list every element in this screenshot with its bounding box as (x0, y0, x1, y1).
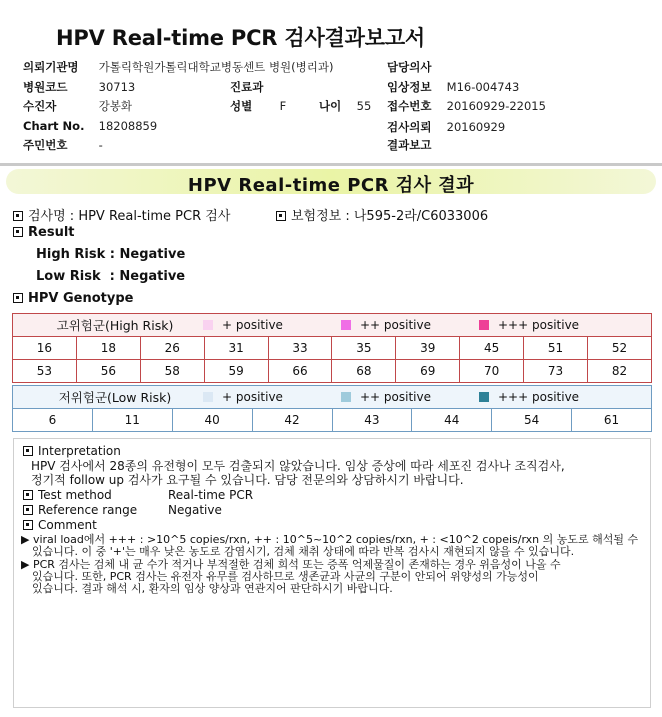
genotype-cell: 61 (572, 409, 652, 432)
genotype-cell: 51 (524, 337, 588, 360)
legend-plus2: ++ positive (360, 318, 431, 332)
comment-line-3: ▶ PCR 검사는 검체 내 균 수가 적거나 부적절한 검체 희석 또는 증폭 억제물질이 존재하는 경우 위음성이 나올 수 (21, 558, 561, 571)
chart-label: Chart No. (23, 119, 85, 133)
hospital-value: 가톨릭학원가톨릭대학교병동센트 병원(병리과) (98, 60, 334, 74)
sex-field (230, 98, 286, 114)
clinical-info-value: M16-004743 (446, 80, 520, 94)
genotype-cell: 44 (412, 409, 492, 432)
test-name: 검사명 : HPV Real-time PCR 검사 (28, 209, 231, 224)
sex-label: 성별 (230, 99, 253, 113)
insurance-info: 보험정보 : 나595-2라/C6033006 (291, 209, 489, 224)
low-risk-header: 저위험군(Low Risk) (58, 390, 172, 405)
interpretation-heading: Interpretation (38, 444, 121, 458)
reference-row (23, 503, 222, 517)
test-method-row (23, 488, 253, 502)
result-title: HPV Real-time PCR 검사 결과 (187, 175, 475, 196)
comment-line-4: 있습니다. 또한, PCR 검사는 유전자 유무를 검사하므로 생존균과 사균의 구분이 안되어 위양성의 가능성이 (32, 570, 539, 583)
bullet-square-icon (23, 446, 33, 456)
report-label: 결과보고 (387, 138, 432, 152)
reference-value: Negative (168, 503, 222, 517)
legend-plus3: +++ positive (498, 390, 580, 404)
genotype-cell: 58 (140, 360, 204, 383)
genotype-cell: 45 (460, 337, 524, 360)
genotype-cell: 59 (204, 360, 268, 383)
clinical-info-field (387, 79, 519, 95)
genotype-cell: 73 (524, 360, 588, 383)
hospital-code-label: 병원코드 (23, 80, 68, 94)
request-field (387, 119, 505, 135)
bullet-square-icon (276, 211, 286, 221)
plus-swatch-icon (203, 392, 213, 402)
genotype-cell: 11 (92, 409, 172, 432)
result-heading: Result (28, 225, 75, 240)
genotype-heading: HPV Genotype (28, 291, 134, 306)
request-value: 20160929 (446, 120, 506, 134)
high-risk-legend-row (13, 314, 652, 337)
legend-plus: + positive (222, 318, 283, 332)
sex-value: F (279, 99, 287, 113)
plus2-swatch-icon (341, 320, 351, 330)
comment-line-5: 있습니다. 결과 해석 시, 환자의 임상 양상과 연관지어 판단하시기 바랍니다. (32, 582, 393, 595)
genotype-cell: 39 (396, 337, 460, 360)
test-method-label: Test method (38, 488, 112, 502)
hospital-field (23, 59, 333, 75)
interpretation-line-2: 정기적 follow up 검사가 요구될 수 있습니다. 담당 전문의와 상담하시기 바랍니다. (31, 473, 464, 487)
bullet-square-icon (13, 293, 23, 303)
genotype-cell: 82 (588, 360, 652, 383)
genotype-cell: 18 (76, 337, 140, 360)
comment-line-1: ▶ viral load에서 +++ : >10^5 copies/rxn, ++ : 10^5~10^2 copies/rxn, + : <10^2 copeis/rxn 의 농도로 해석될 수 (21, 533, 639, 546)
genotype-cell: 40 (172, 409, 252, 432)
bullet-square-icon (23, 490, 33, 500)
high-risk-header: 고위험군(High Risk) (56, 318, 174, 333)
clinic-label: 진료과 (230, 80, 264, 94)
plus2-swatch-icon (341, 392, 351, 402)
genotype-cell: 54 (492, 409, 572, 432)
plus3-swatch-icon (479, 320, 489, 330)
comment-line-2: 있습니다. 이 중 '+'는 매우 낮은 농도로 감염시기, 검체 채취 상태에 따라 반복 검사시 재현되지 않을 수 있습니다. (32, 545, 575, 558)
interpretation-box (13, 438, 651, 708)
high-risk-row (13, 337, 652, 360)
plus3-swatch-icon (479, 392, 489, 402)
high-risk-table (12, 313, 652, 383)
low-risk-result: Low Risk : Negative (36, 269, 186, 284)
low-risk-legend-row (13, 386, 652, 409)
legend-plus3: +++ positive (498, 318, 580, 332)
bullet-square-icon (23, 505, 33, 515)
interpretation-line-1: HPV 검사에서 28종의 유전형이 모두 검출되지 않았습니다. 임상 증상에 따라 세포진 검사나 조직검사, (31, 459, 565, 473)
high-risk-row (13, 360, 652, 383)
report-field (387, 137, 431, 153)
header-divider (0, 163, 662, 166)
doctor-field (387, 59, 431, 75)
bullet-square-icon (23, 520, 33, 530)
genotype-cell: 16 (13, 337, 77, 360)
genotype-cell: 70 (460, 360, 524, 383)
receipt-value: 20160929-22015 (446, 99, 546, 113)
genotype-cell: 53 (13, 360, 77, 383)
rrn-value: - (98, 138, 103, 152)
bullet-square-icon (13, 227, 23, 237)
genotype-cell: 6 (13, 409, 93, 432)
receipt-label: 접수번호 (387, 99, 432, 113)
test-name-row (13, 205, 230, 224)
clinic-field (230, 79, 263, 95)
comment-label: Comment (38, 518, 97, 532)
plus-swatch-icon (203, 320, 213, 330)
patient-field (23, 98, 132, 114)
doctor-label: 담당의사 (387, 60, 432, 74)
legend-plus2: ++ positive (360, 390, 431, 404)
patient-label: 수진자 (23, 99, 57, 113)
clinical-info-label: 임상정보 (387, 80, 432, 94)
genotype-cell: 68 (332, 360, 396, 383)
comment-row (23, 518, 97, 532)
age-field (319, 98, 371, 114)
insurance-row (276, 205, 488, 224)
rrn-label: 주민번호 (23, 138, 68, 152)
report-title: HPV Real-time PCR 검사결과보고서 (56, 26, 425, 50)
reference-label: Reference range (38, 503, 138, 517)
hospital-code-field (23, 79, 135, 95)
result-heading-row (13, 225, 75, 240)
genotype-cell: 43 (332, 409, 412, 432)
low-risk-table (12, 385, 652, 432)
chart-field (23, 119, 157, 133)
genotype-cell: 26 (140, 337, 204, 360)
low-risk-row (13, 409, 652, 432)
test-method-value: Real-time PCR (168, 488, 254, 502)
genotype-cell: 56 (76, 360, 140, 383)
high-risk-result: High Risk : Negative (36, 247, 186, 262)
genotype-cell: 35 (332, 337, 396, 360)
rrn-field (23, 137, 103, 153)
age-value: 55 (356, 99, 372, 113)
legend-plus: + positive (222, 390, 283, 404)
genotype-cell: 52 (588, 337, 652, 360)
interpretation-heading-row (23, 444, 121, 458)
age-label: 나이 (319, 99, 342, 113)
genotype-cell: 42 (252, 409, 332, 432)
genotype-cell: 33 (268, 337, 332, 360)
receipt-field (387, 98, 546, 114)
genotype-cell: 69 (396, 360, 460, 383)
chart-value: 18208859 (98, 119, 158, 133)
hospital-label: 의뢰기관명 (23, 60, 79, 74)
request-label: 검사의뢰 (387, 120, 432, 134)
genotype-cell: 31 (204, 337, 268, 360)
genotype-cell: 66 (268, 360, 332, 383)
patient-value: 강봉화 (98, 99, 132, 113)
bullet-square-icon (13, 211, 23, 221)
genotype-heading-row (13, 291, 133, 306)
hospital-code-value: 30713 (98, 80, 136, 94)
